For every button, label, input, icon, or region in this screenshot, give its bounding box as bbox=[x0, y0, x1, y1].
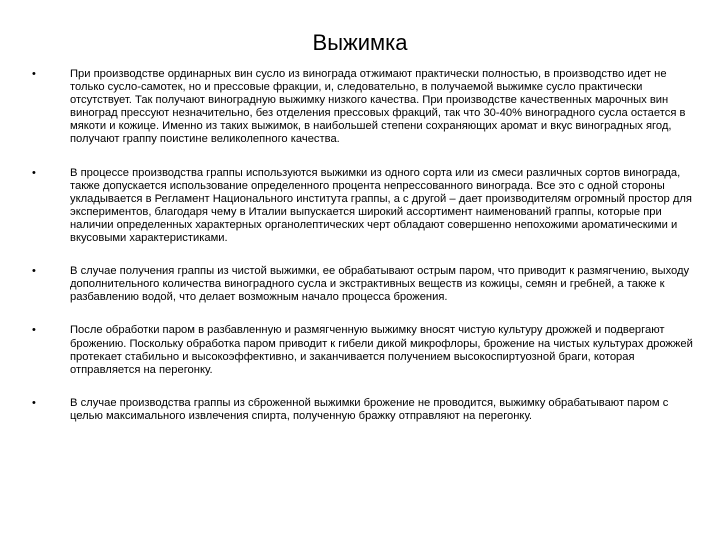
bullet-text: При производстве ординарных вин сусло из винограда отжимают практически полностью, в производство идет не только сусло-самотек, но и прессовые фракции, и, следовательно, в получаемой выжимке сусло практически отсутствует. Так получают виноградную выжимку низкого качества. При производстве качественных марочных вин виноград прессуют незначительно, без отделения прессовых фракций, так что 30-40% виноградного сусла остается в мякоти и кожице. Именно из таких выжимок, в наибольшей степени сохраняющих аромат и вкус виноградных ягод, получают граппу поистине великолепного качества. bbox=[70, 68, 686, 146]
bullet-text: После обработки паром в разбавленную и размягченную выжимку вносят чистую культуру дрожжей и подвергают брожению. Поскольку обработка паром приводит к гибели дикой микрофлоры, брожение на чистых культурах дрожжей протекает стабильно и высокоэффективно, и заканчивается получением высокоспиртуозной браги, которая отправляется на перегонку. bbox=[70, 324, 693, 376]
bullet-item bbox=[32, 68, 704, 147]
bullet-text: В случае производства граппы из сброженной выжимки брожение не проводится, выжимку обрабатывают паром с целью максимального извлечения спирта, полученную бражку отправляют на перегонку. bbox=[70, 396, 669, 422]
bullet-item bbox=[32, 397, 704, 423]
bullet-item bbox=[32, 324, 704, 376]
bullet-item bbox=[32, 167, 704, 246]
bullet-dot-icon: • bbox=[32, 265, 36, 278]
bullet-text: В случае получения граппы из чистой выжимки, ее обрабатывают острым паром, что приводит к размягчению, выходу дополнительного количества виноградного сусла и экстрактивных веществ из кожицы, семян и гребней, а также к разбавлению водой, что делает возможным начало процесса брожения. bbox=[70, 265, 690, 304]
bullet-dot-icon: • bbox=[32, 68, 36, 80]
bullet-dot-icon: • bbox=[32, 396, 36, 409]
bullet-dot-icon: • bbox=[32, 324, 36, 337]
bullet-list bbox=[32, 68, 704, 423]
bullet-text: В процессе производства граппы используются выжимки из одного сорта или из смеси различных сортов винограда, также допускается использование определенного процента непрессованного винограда. Все это с одной стороны укладывается в Регламент Национального института граппы, а с другой – дает производителям огромный простор для экспериментов, благодаря чему в Италии выпускается широкий ассортимент наименований граппы, которые при наличии определенных характерных органолептических черт обладают совершенно непохожими ароматическими и вкусовыми характеристиками. bbox=[70, 166, 692, 245]
bullet-dot-icon: • bbox=[32, 166, 36, 179]
bullet-item bbox=[32, 265, 704, 304]
slide-title: Выжимка bbox=[312, 30, 408, 55]
